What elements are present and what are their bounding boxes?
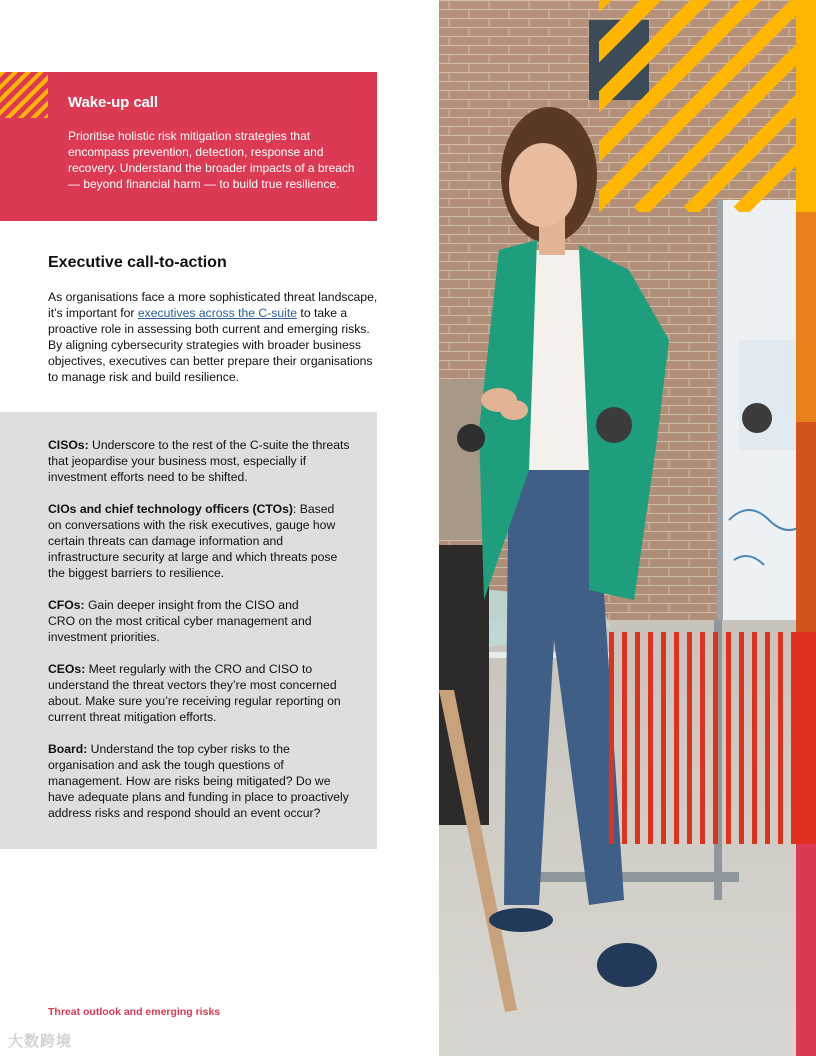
role-text: Understand the top cyber risks to the organisation and ask the tough questions of management. How are risks being mitigated? Do we have adequate plans and funding in place to proactively address risks and respond should an event occur?: [48, 742, 349, 820]
role-text: Meet regularly with the CRO and CISO to understand the threat vectors they’re most concerned about. Make sure you’re receiving regular reporting on current threat mitigation efforts.: [48, 662, 341, 724]
role-text: Underscore to the rest of the C-suite the threats that jeopardise your business most, especially if investment efforts need to be shifted.: [48, 438, 350, 484]
wakeup-title: Wake-up call: [68, 94, 158, 111]
hatch-pattern-decoration: [0, 72, 48, 118]
role-label: CEOs:: [48, 662, 86, 676]
yellow-stripe-decoration: [599, 0, 799, 212]
page-footer: Threat outlook and emerging risks: [48, 1006, 221, 1018]
role-label: CFOs:: [48, 598, 85, 612]
body-text-start: As organisations face a more sophisticated threat landscape, it’s important for: [48, 290, 378, 320]
red-stripe-decoration: [609, 632, 799, 847]
role-ceo: [48, 661, 343, 725]
body-text-end: to take a proactive role in assessing both current and emerging risks. By aligning cybersecurity strategies with broader business objectives, executives can better prepare their organisations to manage risk and build resilience.: [48, 306, 373, 384]
role-text: Gain deeper insight from the CISO and CRO on the most critical cyber management and investment priorities.: [48, 598, 312, 644]
role-label: CISOs:: [48, 438, 89, 452]
section-body: [48, 289, 378, 385]
role-cfo: [48, 597, 328, 645]
role-board: [48, 741, 353, 821]
wakeup-body: Prioritise holistic risk mitigation strategies that encompass prevention, detection, response and recovery. Understand the broader impacts of a breach — beyond financial harm — to build true resilience.: [68, 129, 355, 191]
role-ciso: [48, 437, 353, 485]
office-photo: [439, 0, 816, 1056]
watermark-logo: 大数跨境: [8, 1033, 73, 1050]
roles-panel: [0, 412, 377, 849]
role-label: CIOs and chief technology officers (CTOs): [48, 502, 293, 516]
section-title: Executive call-to-action: [48, 254, 227, 271]
role-text: : Based on conversations with the risk executives, gauge how certain threats can damage information and infrastructure security at large and which threats pose the biggest barriers to resilience.: [48, 502, 338, 580]
role-cio-cto: [48, 501, 338, 581]
wakeup-callout: [0, 72, 377, 221]
role-label: Board:: [48, 742, 88, 756]
executives-link[interactable]: executives across the C-suite: [137, 306, 298, 320]
